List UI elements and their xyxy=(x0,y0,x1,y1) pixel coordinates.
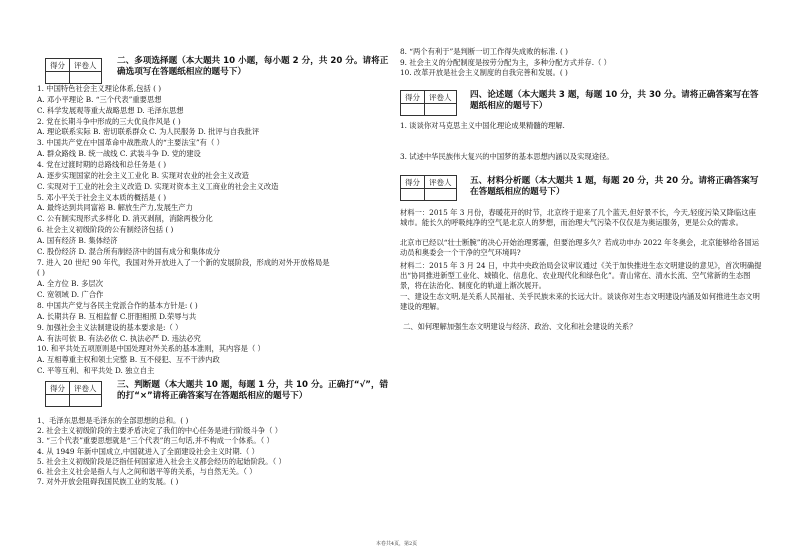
section2-title: 二、多项选择题（本大题共 10 小题，每小题 2 分，共 20 分。请将正确选项写在答题纸相应的题号下） xyxy=(117,56,389,77)
score-cell[interactable] xyxy=(401,104,425,116)
essay-question-1: 1. 谈谈你对马克思主义中国化理论成果精髓的理解. xyxy=(400,121,565,130)
question-line: C. 实现对于工业的社会主义改造 D. 实现对资本主义工商业的社会主义改造 xyxy=(37,181,279,191)
grader-cell[interactable] xyxy=(70,395,102,407)
question-line: 7. 进入 20 世纪 90 年代，我国对外开放进入了一个新的发展阶段，形成的对外开放格局是 xyxy=(37,257,330,267)
question-line: C. 平等互利、和平共处 D. 独立自主 xyxy=(37,366,155,376)
question-line: A. 邓小平理论 B. “三个代表”重要思想 xyxy=(37,94,162,104)
question-line: 3. 中国共产党在中国革命中战胜敌人的“主要法宝”有（ ） xyxy=(37,138,224,148)
analysis-question-2: 二、如何理解加强生态文明建设与经济、政治、文化和社会建设的关系？ xyxy=(403,322,637,331)
question-line: A. 长期共存 B. 互相监督 C.肝胆相照 D.荣辱与共 xyxy=(37,311,197,321)
score-label: 得分 xyxy=(401,176,425,189)
judgment-line: 7. 对外开放会阻碍我国民族工业的发展。( ) xyxy=(37,477,179,487)
material-1-continued: 北京市已经以“壮士断腕”的决心开始治理雾霾，但要治理多久？若成功申办 2022 年冬奥会，北京能够给各国运动员和奥委会一个干净的空气环境吗? xyxy=(400,238,760,257)
question-line: 9. 加强社会主义法制建设的基本要求是:（ ） xyxy=(37,322,183,332)
grader-label: 评卷人 xyxy=(70,382,102,395)
question-line: C. 科学发展观等重大战略思想 D. 毛泽东思想 xyxy=(37,105,184,115)
question-line: 6. 社会主义初级阶段的公有制经济包括 ( ) xyxy=(37,225,174,235)
question-line: A. 最终达到共同富裕 B. 解放生产力,发展生产力 xyxy=(37,203,193,213)
question-line: A. 全方位 B. 多层次 xyxy=(37,279,104,289)
judgment-line: 1、毛泽东思想是毛泽东的全部思想的总和。( ) xyxy=(37,416,189,425)
question-line: C. 宽领域 D. 广合作 xyxy=(37,290,104,300)
page-footer: 本卷共4页，第2页 xyxy=(375,541,418,547)
analysis-question-1: 一、建设生态文明,是关系人民福祉、关乎民族未来的长远大计。谈谈你对生态文明建设内涵及如何推进生态文明建设的理解。 xyxy=(400,292,760,311)
grader-cell[interactable] xyxy=(70,72,102,84)
judgment-line: 9. 社会主义的分配制度是按劳分配为主，多种分配方式并存.（ ） xyxy=(400,57,611,67)
question-line: C. 公有制实现形式多样化 D. 消灭剥削，消除两极分化 xyxy=(37,214,213,224)
question-line: 10. 和平共处五项原则是中国处理对外关系的基本准则，其内容是（ ） xyxy=(37,344,265,354)
judgment-line: 6. 社会主义社会是指人与人之间和谐平等的关系，与自然无关。（ ） xyxy=(37,467,257,476)
material-1: 材料一：2015 年 3 月份，春暖花开的时节，北京终于迎来了几个蓝天,但好景不长，今天,轻度污染又降临这座城市。能长久的呼吸纯净的空气是北京人的梦想，而治理大气污染不仅仅是为奥运服务，更是公众的需求。 xyxy=(400,208,756,227)
question-line: 2. 党在长期斗争中形成的三大优良作风是 ( ) xyxy=(37,116,181,126)
score-cell[interactable] xyxy=(46,395,70,407)
question-line: ( ) xyxy=(37,268,46,278)
score-label: 得分 xyxy=(46,59,70,72)
score-label: 得分 xyxy=(401,91,425,104)
grader-label: 评卷人 xyxy=(70,59,102,72)
judgment-line: 10. 改革开放是社会主义制度的自我完善和发展。( ) xyxy=(400,68,568,77)
score-box-sec3 xyxy=(45,381,102,407)
judgment-line: 2. 社会主义初级阶段的主要矛盾决定了我们的中心任务是进行阶级斗争（ ） xyxy=(37,426,283,436)
grader-label: 评卷人 xyxy=(425,176,457,189)
score-cell[interactable] xyxy=(401,189,425,201)
score-box-sec2 xyxy=(45,58,102,84)
question-line: 5. 邓小平关于社会主义本质的概括是 ( ) xyxy=(37,192,167,202)
grader-cell[interactable] xyxy=(425,189,457,201)
question-line: 1. 中国特色社会主义理论体系,包括 ( ) xyxy=(37,84,162,93)
section4-title: 四、论述题（本大题共 3 题，每题 10 分，共 30 分。请将正确答案写在答题纸相应的题号下） xyxy=(470,90,759,111)
judgment-line: 3. “三个代表”重要思想就是“三个代表”的三句话,并不构成一个体系。（ ） xyxy=(37,436,274,446)
section5-title: 五、材料分析题（本大题共 1 题，每题 20 分，共 20 分。请将正确答案写在答题纸相应的题号下） xyxy=(470,176,759,197)
question-line: A. 有法可依 B. 有法必依 C. 执法必严 D. 违法必究 xyxy=(37,333,201,343)
question-line: A. 国有经济 B. 集体经济 xyxy=(37,235,118,245)
material-2: 材料二：2015 年 3 月 24 日，中共中央政治局会议审议通过《关于加快推进生态文明建设的意见》，首次明确提出“协同推进新型工业化、城镇化、信息化、农业现代化和绿色化”。青山常在、清水长流、空气常新的生态图景，将在法治化、制度化的轨道上渐次展开。 xyxy=(400,261,762,290)
judgment-line: 8. “两个有利于”是判断一切工作得失成败的标准. ( ) xyxy=(400,47,569,56)
question-line: A. 理论联系实际 B. 密切联系群众 C. 为人民服务 D. 批评与自我批评 xyxy=(37,127,260,137)
score-label: 得分 xyxy=(46,382,70,395)
question-line: 8. 中国共产党与各民主党派合作的基本方针是: ( ) xyxy=(37,301,198,310)
section3-title: 三、判断题（本大题共 10 题，每题 1 分，共 10 分。正确打“√”，错的打“×”请将正确答案写在答题纸相应的题号下） xyxy=(117,380,389,401)
essay-question-3: 3. 试述中华民族伟大复兴的中国梦的基本思想内涵以及实现途径。 xyxy=(400,152,614,161)
judgment-line: 4. 从 1949 年新中国成立,中国就进入了全面建设社会主义时期.（ ） xyxy=(37,446,259,456)
score-box-sec5 xyxy=(400,175,457,201)
question-line: C. 股份经济 D. 混合所有制经济中的国有成分和集体成分 xyxy=(37,246,221,256)
judgment-line: 5. 社会主义初级阶段是泛指任何国家进入社会主义都会经历的起始阶段。（ ） xyxy=(37,456,286,466)
grader-label: 评卷人 xyxy=(425,91,457,104)
question-line: A. 逐步实现国家的社会主义工业化 B. 实现对农业的社会主义改造 xyxy=(37,170,249,180)
question-line: A. 群众路线 B. 统一战线 C. 武装斗争 D. 党的建设 xyxy=(37,149,201,159)
question-line: 4. 党在过渡时期的总路线和总任务是 ( ) xyxy=(37,159,167,169)
grader-cell[interactable] xyxy=(425,104,457,116)
score-cell[interactable] xyxy=(46,72,70,84)
question-line: A. 互相尊重主权和领土完整 B. 互不侵犯、互不干涉内政 xyxy=(37,355,220,365)
score-box-sec4 xyxy=(400,90,457,116)
